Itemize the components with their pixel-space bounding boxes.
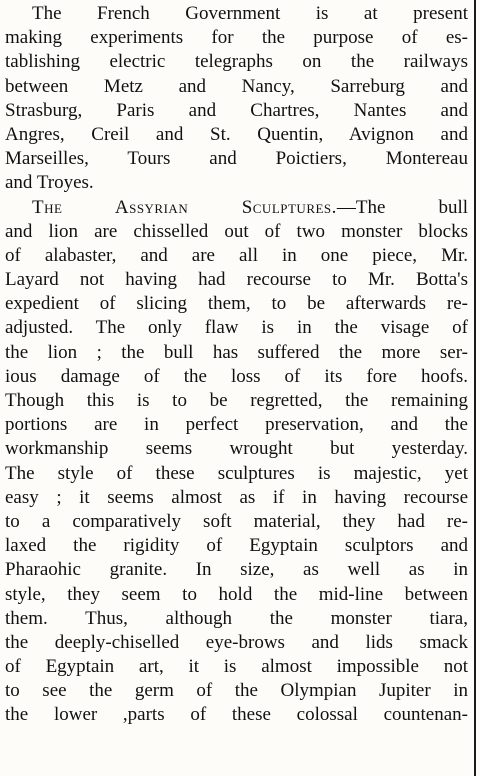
text-line: expedient of slicing them, to be afterwards re- — [5, 293, 468, 315]
text-line: Strasburg, Paris and Chartres, Nantes and — [5, 99, 468, 121]
article-column — [5, 2, 468, 728]
text-line: between Metz and Nancy, Sarreburg and — [5, 75, 468, 97]
text-line: making experiments for the purpose of es- — [5, 27, 468, 49]
text-line: Marseilles, Tours and Poictiers, Montereau — [5, 148, 468, 170]
text-line: them. Thus, although the monster tiara, — [5, 607, 468, 629]
text-line: Though this is to be regretted, the remaining — [5, 390, 468, 411]
text-line: and lion are chisselled out of two monster blocks — [5, 220, 468, 242]
text-line: laxed the rigidity of Egyptain sculptors and — [5, 535, 468, 557]
text-line: style, they seem to hold the mid-line between — [5, 583, 468, 605]
text-line: the lion ; the bull has suffered the more ser- — [5, 341, 468, 363]
text-line: and Troyes. — [5, 172, 94, 194]
text-line: The French Government is at present — [32, 3, 468, 24]
text-line: the lower ,parts of these colossal countenan- — [5, 704, 468, 726]
heading-line-text: —The bull — [336, 196, 468, 218]
text-line: the deeply-chiselled eye-brows and lids smack — [5, 631, 468, 653]
text-line: Layard not having had recourse to Mr. Botta's — [5, 269, 468, 291]
text-line: to see the germ of the Olympian Jupiter in — [5, 680, 468, 702]
text-line: The style of these sculptures is majestic, yet — [5, 462, 468, 484]
column-rule — [474, 0, 476, 776]
text-line: portions are in perfect preservation, and the — [5, 414, 468, 436]
text-line: easy ; it seems almost as if in having recourse — [5, 486, 468, 508]
text-line: of alabaster, and are all in one piece, Mr. — [5, 244, 468, 266]
text-line: tablishing electric telegraphs on the railways — [5, 51, 468, 73]
text-line: adjusted. The only flaw is in the visage of — [5, 317, 468, 339]
text-line: Angres, Creil and St. Quentin, Avignon and — [5, 123, 468, 145]
text-line: to a comparatively soft material, they had re- — [5, 510, 468, 532]
article-heading: The Assyrian Sculptures. — [32, 196, 337, 218]
text-line: workmanship seems wrought but yesterday. — [5, 438, 468, 460]
text-line: Pharaohic granite. In size, as well as in — [5, 559, 468, 581]
text-line — [5, 196, 468, 220]
text-line: ious damage of the loss of its fore hoofs. — [5, 365, 468, 387]
article-telegraphs — [5, 2, 468, 196]
article-assyrian-sculptures — [5, 196, 468, 728]
text-line: of Egyptain art, it is almost impossible not — [5, 656, 468, 678]
